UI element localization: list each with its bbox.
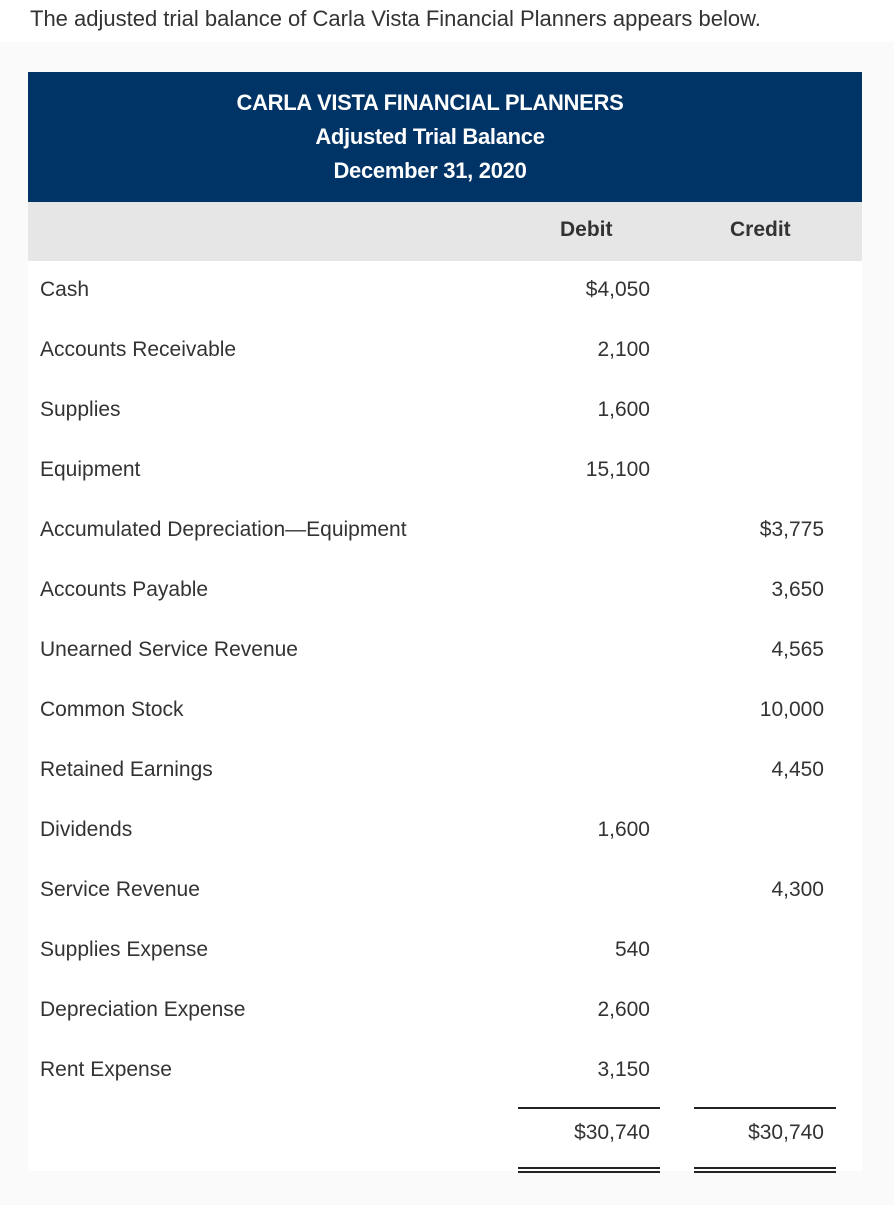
table-row [28, 981, 862, 1041]
account-name: Accounts Receivable [40, 338, 237, 361]
table-row [28, 861, 862, 921]
column-header-row [28, 202, 862, 261]
table-row [28, 561, 862, 621]
account-name: Dividends [40, 818, 133, 841]
table-row [28, 1041, 862, 1101]
table-row [28, 261, 862, 321]
table-row [28, 321, 862, 381]
debit-amount: 1,600 [597, 398, 650, 421]
debit-amount: 2,100 [597, 338, 650, 361]
table-row [28, 621, 862, 681]
credit-amount: 4,450 [771, 758, 824, 781]
table-row [28, 381, 862, 441]
credit-column-header: Credit [730, 218, 791, 241]
debit-double-rule-bottom [518, 1171, 660, 1173]
debit-double-rule-top [518, 1167, 660, 1169]
account-name: Common Stock [40, 698, 184, 721]
credit-amount: $3,775 [759, 518, 824, 541]
table-row [28, 441, 862, 501]
statement-date: December 31, 2020 [333, 158, 527, 183]
company-name: CARLA VISTA FINANCIAL PLANNERS [236, 90, 624, 115]
debit-amount: 1,600 [597, 818, 650, 841]
table-row [28, 801, 862, 861]
debit-total: $30,740 [574, 1121, 650, 1144]
table-row [28, 921, 862, 981]
debit-amount: 3,150 [597, 1058, 650, 1081]
account-rows [28, 261, 862, 1101]
intro-text: The adjusted trial balance of Carla Vista Financial Planners appears below. [30, 6, 761, 31]
account-name: Service Revenue [40, 878, 200, 901]
credit-double-rule-bottom [694, 1171, 836, 1173]
credit-amount: 4,565 [771, 638, 824, 661]
credit-double-rule-top [694, 1167, 836, 1169]
trial-balance-table [28, 72, 862, 1171]
account-name: Rent Expense [40, 1058, 172, 1081]
account-name: Equipment [40, 458, 141, 481]
debit-amount: 15,100 [585, 458, 650, 481]
credit-amount: 10,000 [759, 698, 824, 721]
table-banner [28, 72, 862, 202]
credit-amount: 3,650 [771, 578, 824, 601]
statement-title: Adjusted Trial Balance [315, 124, 545, 149]
account-name: Supplies [40, 398, 121, 421]
account-name: Accounts Payable [40, 578, 209, 601]
table-row [28, 741, 862, 801]
credit-total-rule [694, 1107, 836, 1109]
account-name: Unearned Service Revenue [40, 638, 298, 661]
table-row [28, 681, 862, 741]
debit-amount: 2,600 [597, 998, 650, 1021]
table-row [28, 501, 862, 561]
debit-amount: 540 [614, 938, 650, 961]
account-name: Accumulated Depreciation—Equipment [40, 518, 407, 541]
account-name: Depreciation Expense [40, 998, 246, 1021]
account-name: Cash [40, 278, 90, 301]
account-name: Retained Earnings [40, 758, 213, 781]
credit-total: $30,740 [748, 1121, 824, 1144]
account-name: Supplies Expense [40, 938, 209, 961]
debit-column-header: Debit [560, 218, 613, 241]
debit-total-rule [518, 1107, 660, 1109]
totals-row [28, 1101, 862, 1171]
debit-amount: $4,050 [585, 278, 650, 301]
credit-amount: 4,300 [771, 878, 824, 901]
